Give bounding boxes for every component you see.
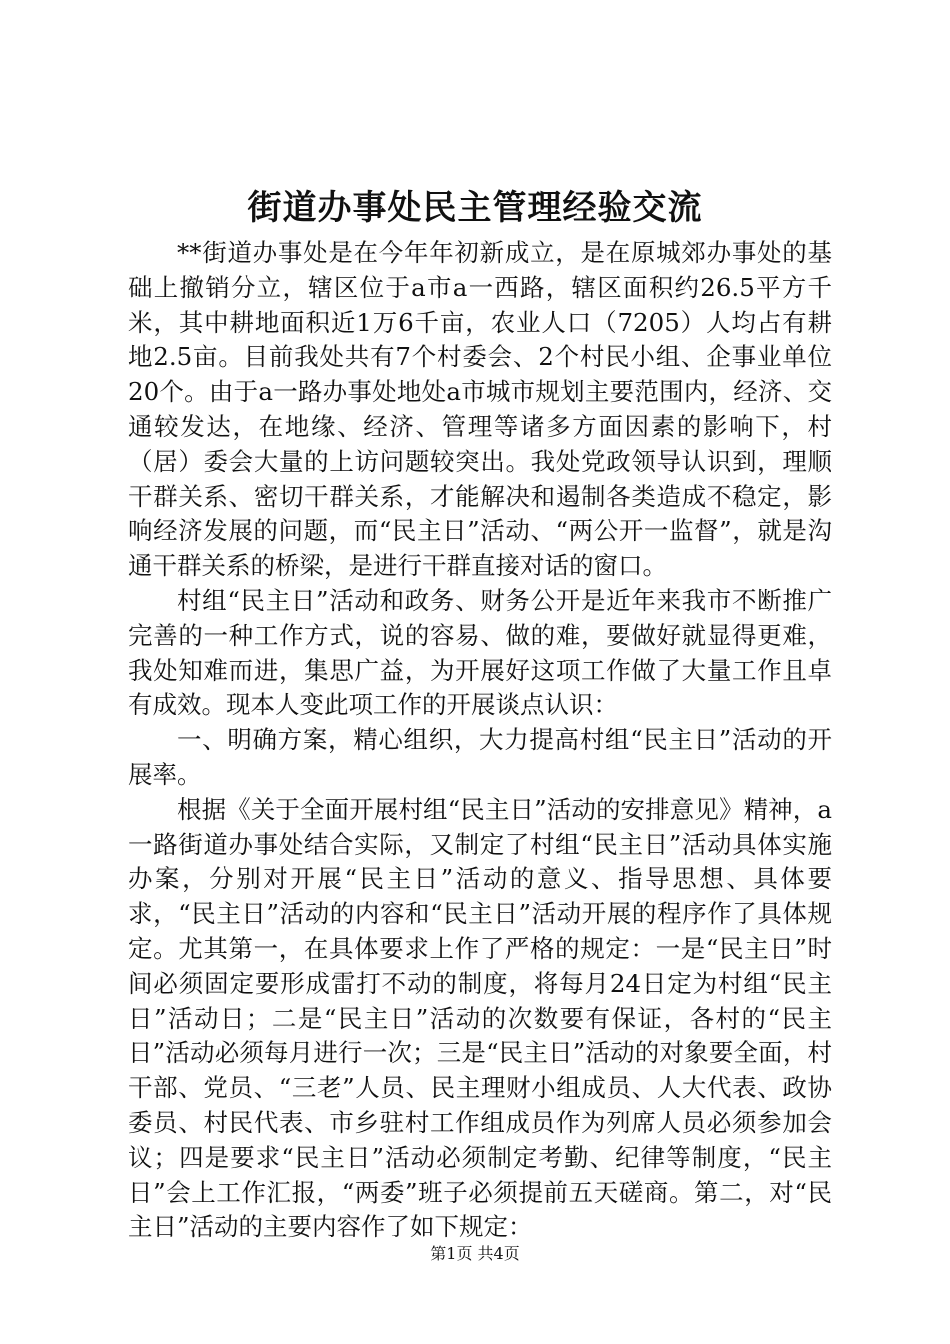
paragraph-democracy-day: 村组“民主日”活动和政务、财务公开是近年来我市不断推广完善的一种工作方式，说的容易、做的难，要做好就显得更难，我处知难而进，集思广益，为开展好这项工作做了大量工作且卓有成效。现本人变此项工作的开展谈点认识： — [128, 585, 832, 720]
paragraph-implementation: 根据《关于全面开展村组“民主日”活动的安排意见》精神，a一路街道办事处结合实际，又制定了村组“民主日”活动具体实施办案，分别对开展“民主日”活动的意义、指导思想、具体要求，“民主日”活动的内容和“民主日”活动开展的程序作了具体规定。尤其第一，在具体要求上作了严格的规定：一是“民主日”时间必须固定要形成雷打不动的制度，将每月24日定为村组“民主日”活动日；二是“民主日”活动的次数要有保证，各村的“民主日”活动必须每月进行一次；三是“民主日”活动的对象要全面，村干部、党员、“三老”人员、民主理财小组成员、人大代表、政协委员、村民代表、市乡驻村工作组成员作为列席人员必须参加会议；四是要求“民主日”活动必须制定考勤、纪律等制度，“民主日”会上工作汇报，“两委”班子必须提前五天磋商。第二，对“民主日”活动的主要内容作了如下规定： — [128, 794, 832, 1242]
document-title: 街道办事处民主管理经验交流 — [247, 188, 703, 228]
document-body — [128, 236, 832, 1245]
section-heading-one: 一、明确方案，精心组织，大力提高村组“民主日”活动的开展率。 — [128, 725, 832, 789]
paragraph-intro: **街道办事处是在今年年初新成立，是在原城郊办事处的基础上撤销分立，辖区位于a市a一西路，辖区面积约26.5平方千米，其中耕地面积近1万6千亩，农业人口（7205）人均占有耕地2.5亩。目前我处共有7个村委会、2个村民小组、企事业单位20个。由于a一路办事处地处a市城市规划主要范围内，经济、交通较发达，在地缘、经济、管理等诸多方面因素的影响下，村（居）委会大量的上访问题较突出。我处党政领导认识到，理顺干群关系、密切干群关系，才能解决和遏制各类造成不稳定，影响经济发展的问题，而“民主日”活动、“两公开一监督”，就是沟通干群关系的桥梁，是进行干群直接对话的窗口。 — [128, 238, 832, 581]
page-number-footer: 第1页 共4页 — [430, 1244, 520, 1263]
